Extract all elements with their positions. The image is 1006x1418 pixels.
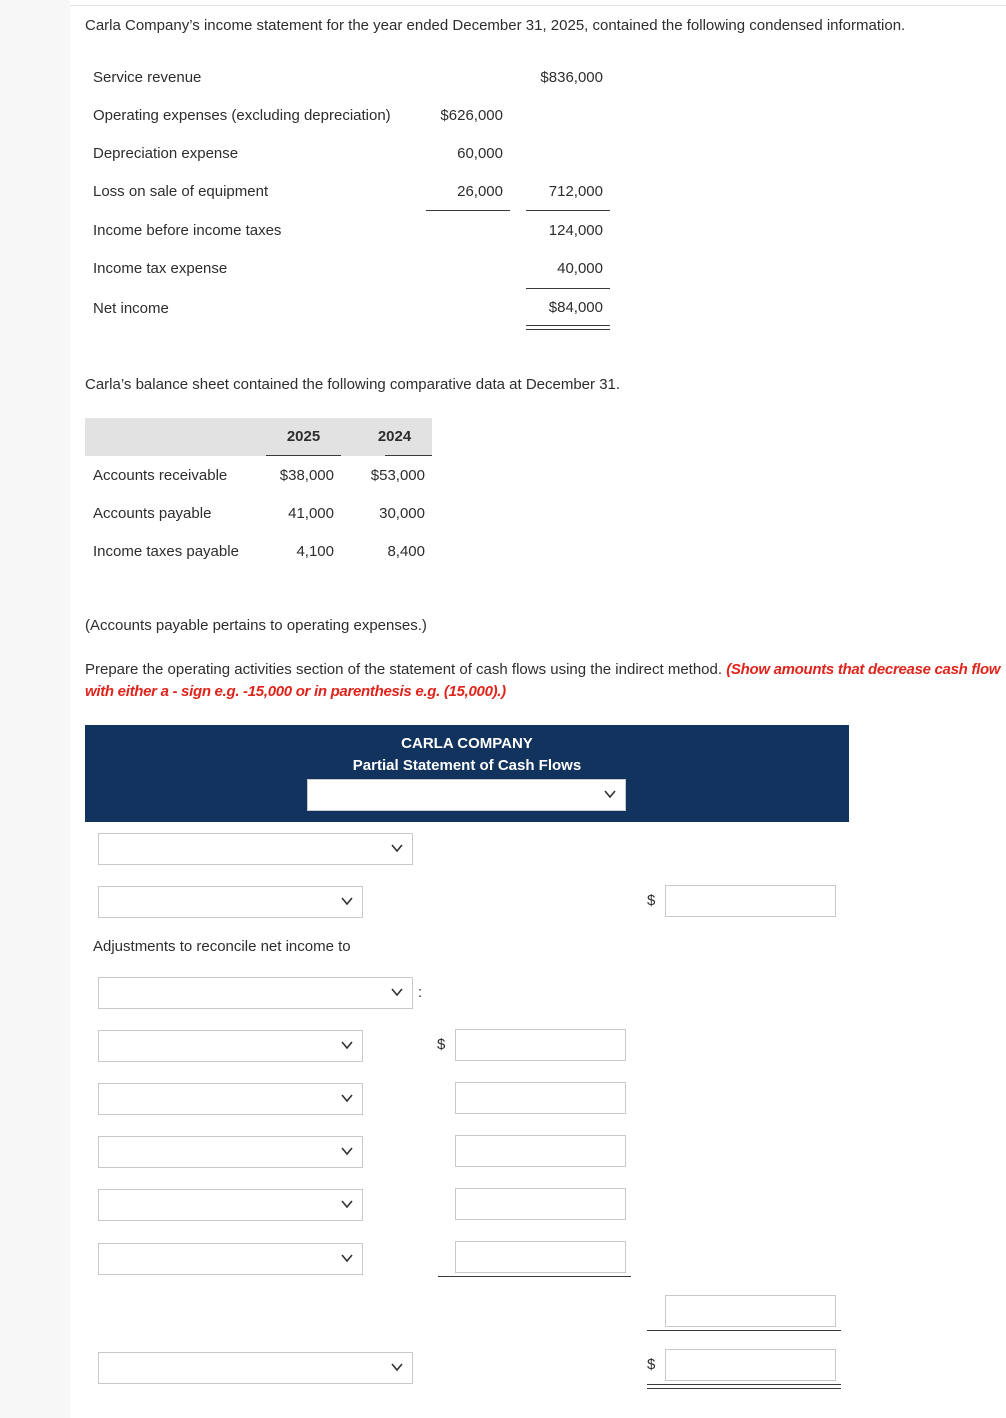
adjustment-item-dropdown[interactable] [98, 1136, 363, 1168]
balance-row-2024: $53,000 [370, 467, 425, 484]
period-dropdown[interactable] [307, 779, 626, 811]
dollar-sign: $ [647, 892, 656, 909]
top-divider [70, 5, 1006, 6]
balance-row-2024: 30,000 [379, 505, 425, 522]
chevron-down-icon [340, 1144, 354, 1158]
dollar-sign: $ [437, 1036, 446, 1053]
income-before-taxes-total: 124,000 [548, 222, 603, 239]
section-heading-dropdown[interactable] [98, 833, 413, 865]
chevron-down-icon [340, 894, 354, 908]
net-cash-line-dropdown[interactable] [98, 1352, 413, 1384]
operating-expenses-label: Operating expenses (excluding depreciation) [93, 107, 391, 124]
statement-header [85, 725, 849, 822]
dollar-sign: $ [647, 1356, 656, 1373]
instruction-line-1 [85, 661, 1000, 679]
statement-title: Partial Statement of Cash Flows [352, 757, 582, 774]
balance-row-2025: $38,000 [279, 467, 334, 484]
adjustment-item-dropdown[interactable] [98, 1083, 363, 1115]
income-before-taxes-label: Income before income taxes [93, 222, 282, 239]
subtotal-rule-expenses [426, 210, 510, 211]
chevron-down-icon [340, 1038, 354, 1052]
header-underline-2025 [266, 455, 341, 456]
chevron-down-icon [340, 1197, 354, 1211]
adjustment-item-dropdown[interactable] [98, 1030, 363, 1062]
adjustment-amount-input[interactable] [455, 1135, 626, 1167]
depreciation-label: Depreciation expense [93, 145, 239, 162]
balance-row-2024: 8,400 [387, 543, 425, 560]
chevron-down-icon [340, 1251, 354, 1265]
chevron-down-icon [390, 841, 404, 855]
balance-row-2025: 41,000 [288, 505, 334, 522]
adjustment-amount-input[interactable] [455, 1029, 626, 1061]
balance-intro-text: Carla’s balance sheet contained the following comparative data at December 31. [85, 376, 621, 393]
instruction-emphasis-2: with either a - sign e.g. -15,000 or in parenthesis e.g. (15,000).) [85, 683, 506, 700]
instruction-text: Prepare the operating activities section of the statement of cash flows using the indirect method. [85, 661, 723, 678]
subtotal-rule-tax [526, 288, 610, 289]
net-cash-amount-input[interactable] [665, 1349, 836, 1381]
subtotal-rule-total-expenses [526, 210, 610, 211]
adjustment-item-dropdown[interactable] [98, 1189, 363, 1221]
adjustment-item-dropdown[interactable] [98, 1243, 363, 1275]
income-tax-expense-total: 40,000 [557, 260, 603, 277]
company-name: CARLA COMPANY [401, 735, 533, 752]
balance-row-2025: 4,100 [296, 543, 334, 560]
colon-mark: : [418, 984, 423, 1001]
net-income-amount-input[interactable] [665, 885, 836, 917]
depreciation-amount: 60,000 [457, 145, 503, 162]
balance-row-label: Accounts receivable [93, 467, 228, 484]
chevron-down-icon [603, 787, 617, 801]
adjustments-label: Adjustments to reconcile net income to [93, 938, 351, 955]
balance-row-label: Income taxes payable [93, 543, 239, 560]
accounts-payable-note: (Accounts payable pertains to operating expenses.) [85, 617, 427, 634]
subtotal-rule-adjustments [438, 1276, 631, 1277]
balance-row-label: Accounts payable [93, 505, 212, 522]
chevron-down-icon [390, 1360, 404, 1374]
column-header-2025: 2025 [286, 428, 321, 445]
total-adjustments-input[interactable] [665, 1295, 836, 1327]
intro-text: Carla Company’s income statement for the year ended December 31, 2025, contained the following condensed information. [85, 17, 906, 34]
instruction-emphasis-1: (Show amounts that decrease cash flow [726, 661, 1001, 678]
service-revenue-total: $836,000 [540, 69, 603, 86]
income-tax-expense-label: Income tax expense [93, 260, 228, 277]
net-income-label: Net income [93, 300, 169, 317]
loss-on-sale-label: Loss on sale of equipment [93, 183, 269, 200]
header-underline-2024 [385, 455, 432, 456]
column-header-2024: 2024 [377, 428, 412, 445]
loss-on-sale-amount: 26,000 [457, 183, 503, 200]
net-income-total: $84,000 [548, 299, 603, 316]
adjustment-amount-input[interactable] [455, 1082, 626, 1114]
chevron-down-icon [340, 1091, 354, 1105]
double-rule-net-income [526, 325, 610, 330]
total-expenses: 712,000 [548, 183, 603, 200]
adjustment-amount-input[interactable] [455, 1241, 626, 1273]
adjustments-target-dropdown[interactable] [98, 977, 413, 1009]
service-revenue-label: Service revenue [93, 69, 202, 86]
double-rule-net-cash [647, 1384, 841, 1389]
chevron-down-icon [390, 985, 404, 999]
net-income-line-dropdown[interactable] [98, 886, 363, 918]
left-margin [0, 0, 70, 1418]
subtotal-rule-total-adjustments [647, 1330, 841, 1331]
operating-expenses-amount: $626,000 [440, 107, 503, 124]
adjustment-amount-input[interactable] [455, 1188, 626, 1220]
